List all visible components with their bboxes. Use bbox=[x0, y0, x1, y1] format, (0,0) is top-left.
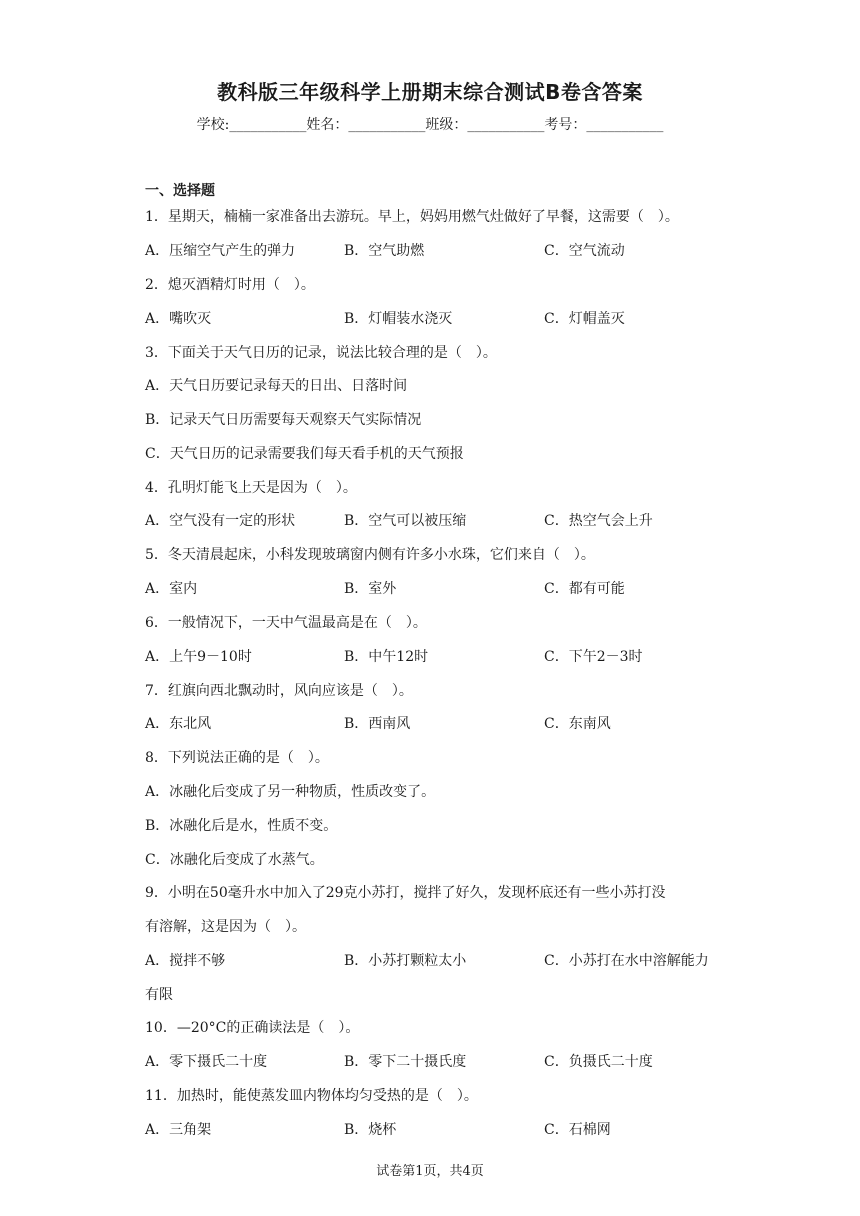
option-a: A．搅拌不够 bbox=[145, 953, 226, 969]
option-c: C．石棉网 bbox=[544, 1122, 611, 1138]
option-b: B．烧杯 bbox=[344, 1122, 397, 1138]
option-b: B．冰融化后是水，性质不变。 bbox=[145, 818, 338, 834]
option-b: B．西南风 bbox=[344, 716, 411, 732]
option-a: A．嘴吹灭 bbox=[145, 311, 212, 327]
question-stem-continued: 有溶解，这是因为（ ）。 bbox=[145, 919, 306, 935]
option-c: C．下午2－3时 bbox=[544, 649, 643, 665]
question-stem: 2．熄灭酒精灯时用（ ）。 bbox=[145, 277, 315, 293]
page-footer: 试卷第1页，共4页 bbox=[376, 1164, 484, 1179]
option-c: C．小苏打在水中溶解能力 bbox=[544, 953, 709, 969]
option-a: A．东北风 bbox=[145, 716, 212, 732]
question-stem: 4．孔明灯能飞上天是因为（ ）。 bbox=[145, 480, 357, 496]
option-b: B．空气助燃 bbox=[344, 243, 425, 259]
option-c-continued: 有限 bbox=[145, 987, 173, 1003]
question-stem: 8．下列说法正确的是（ ）。 bbox=[145, 750, 329, 766]
question-stem: 5．冬天清晨起床，小科发现玻璃窗内侧有许多小水珠，它们来自（ ）。 bbox=[145, 547, 595, 563]
question-stem: 9．小明在50毫升水中加入了29克小苏打，搅拌了好久，发现杯底还有一些小苏打没 bbox=[145, 885, 666, 901]
option-b: B．零下二十摄氏度 bbox=[344, 1054, 467, 1070]
option-c: C．东南风 bbox=[544, 716, 611, 732]
question-stem: 1．星期天，楠楠一家准备出去游玩。早上，妈妈用燃气灶做好了早餐，这需要（ ）。 bbox=[145, 209, 679, 225]
option-c: C．热空气会上升 bbox=[544, 513, 653, 529]
exam-title: 教科版三年级科学上册期末综合测试B卷含答案 bbox=[217, 80, 643, 104]
option-a: A．零下摄氏二十度 bbox=[145, 1054, 268, 1070]
option-a: A．压缩空气产生的弹力 bbox=[145, 243, 296, 259]
option-a: A．三角架 bbox=[145, 1122, 212, 1138]
option-c: C．都有可能 bbox=[544, 581, 625, 597]
option-a: A．室内 bbox=[145, 581, 198, 597]
section-title: 一、选择题 bbox=[145, 183, 215, 199]
question-stem: 7．红旗向西北飘动时，风向应该是（ ）。 bbox=[145, 683, 413, 699]
option-b: B．室外 bbox=[344, 581, 397, 597]
option-b: B．中午12时 bbox=[344, 649, 429, 665]
option-c: C．灯帽盖灭 bbox=[544, 311, 625, 327]
option-c: C．冰融化后变成了水蒸气。 bbox=[145, 852, 324, 868]
question-stem: 10．—20°C的正确读法是（ ）。 bbox=[145, 1020, 360, 1036]
question-stem: 11．加热时，能使蒸发皿内物体均匀受热的是（ ）。 bbox=[145, 1088, 478, 1104]
student-info-line: 学校:___________姓名：___________班级：___________考号：___________ bbox=[196, 117, 664, 133]
option-b: B．空气可以被压缩 bbox=[344, 513, 467, 529]
option-c: C．天气日历的记录需要我们每天看手机的天气预报 bbox=[145, 446, 464, 462]
option-b: B．小苏打颗粒太小 bbox=[344, 953, 467, 969]
option-a: A．冰融化后变成了另一种物质，性质改变了。 bbox=[145, 784, 436, 800]
option-c: C．负摄氏二十度 bbox=[544, 1054, 653, 1070]
option-b: B．灯帽装水浇灭 bbox=[344, 311, 453, 327]
option-b: B．记录天气日历需要每天观察天气实际情况 bbox=[145, 412, 422, 428]
question-stem: 3．下面关于天气日历的记录，说法比较合理的是（ ）。 bbox=[145, 345, 497, 361]
option-c: C．空气流动 bbox=[544, 243, 625, 259]
question-stem: 6．一般情况下，一天中气温最高是在（ ）。 bbox=[145, 615, 427, 631]
option-a: A．天气日历要记录每天的日出、日落时间 bbox=[145, 378, 408, 394]
option-a: A．空气没有一定的形状 bbox=[145, 513, 296, 529]
option-a: A．上午9－10时 bbox=[145, 649, 252, 665]
